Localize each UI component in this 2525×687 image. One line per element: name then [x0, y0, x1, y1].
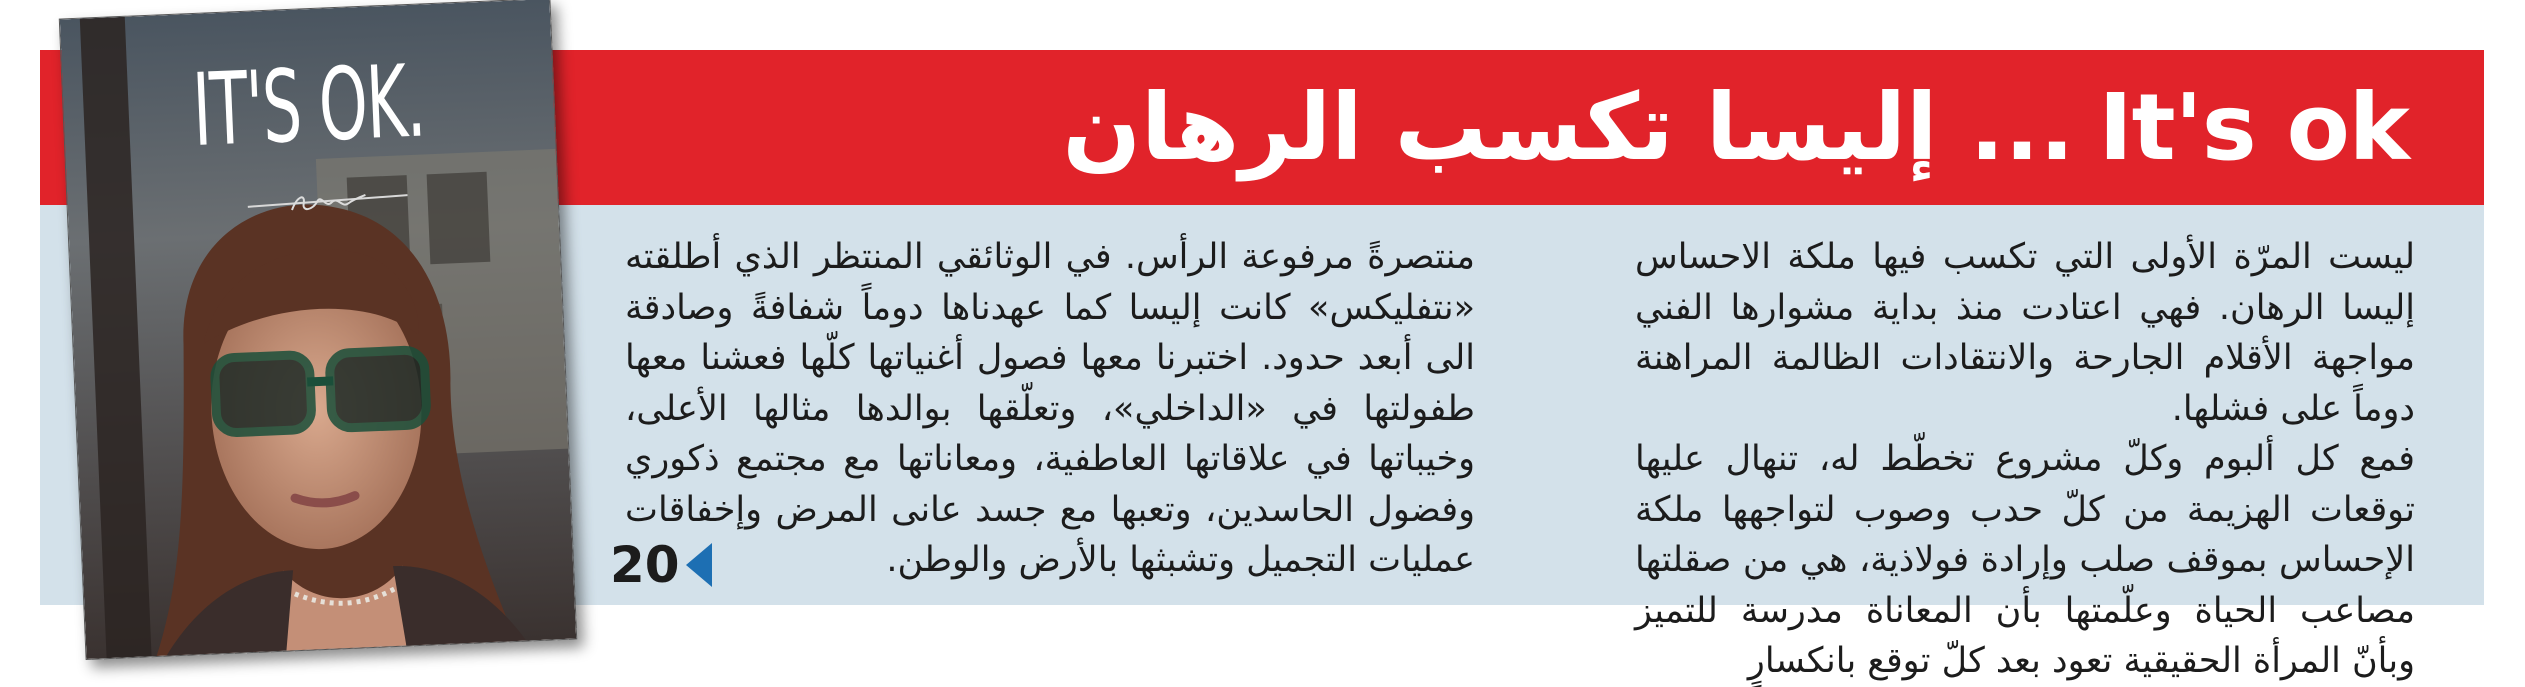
page-reference[interactable]	[610, 535, 712, 595]
signature-icon	[287, 185, 368, 220]
paragraph-2: فمع كل ألبوم وكلّ مشروع تخطّط له، تنهال عليها توقعات الهزيمة من كلّ حدب وصوب لتواجهها ملكة الإحساس بموقف صلب وإرادة فولاذية، هي من صقلتها مصاعب الحياة وعلّمتها بأن المعاناة مدرسة للتميز وبأنّ المرأة الحقيقية تعود بعد كلّ توقع بانكسارٍ	[1635, 439, 2415, 681]
article-column-middle	[625, 232, 1475, 586]
headline-arabic: ... إليسا تكسب الرهان	[1062, 74, 2075, 181]
paragraph-1: ليست المرّة الأولى التي تكسب فيها ملكة الاحساس إليسا الرهان. فهي اعتادت منذ بداية مشوارها الفني مواجهة الأقلام الجارحة والانتقادات الظالمة المراهنة دوماً على فشلها.	[1635, 237, 2415, 429]
article-column-right	[1635, 232, 2415, 687]
headline	[1062, 50, 2409, 205]
netflix-cover-image	[59, 0, 577, 660]
paragraph-3: منتصرةً مرفوعة الرأس. في الوثائقي المنتظر الذي أطلقته «نتفليكس» كانت إليسا كما عهدناها دوماً شفافةً وصادقة الى أبعد حدود. اختبرنا معها فصول أغنياتها كلّها فعشنا معها طفولتها في «الداخلي»، وتعلّقها بوالدها مثالها الأعلى، وخيباتها في علاقاتها العاطفية، ومعاناتها مع مجتمع ذكوري وفضول الحاسدين، وتعبها مع جسد عانى المرض وإخفاقات عمليات التجميل وتشبثها بالأرض والوطن.	[625, 237, 1475, 580]
cover-title: IT'S OK.	[190, 42, 427, 169]
headline-english: It's ok	[2098, 74, 2409, 181]
cover-signature	[287, 185, 368, 220]
page-number: 20	[610, 536, 680, 594]
arrow-left-icon	[686, 543, 712, 587]
